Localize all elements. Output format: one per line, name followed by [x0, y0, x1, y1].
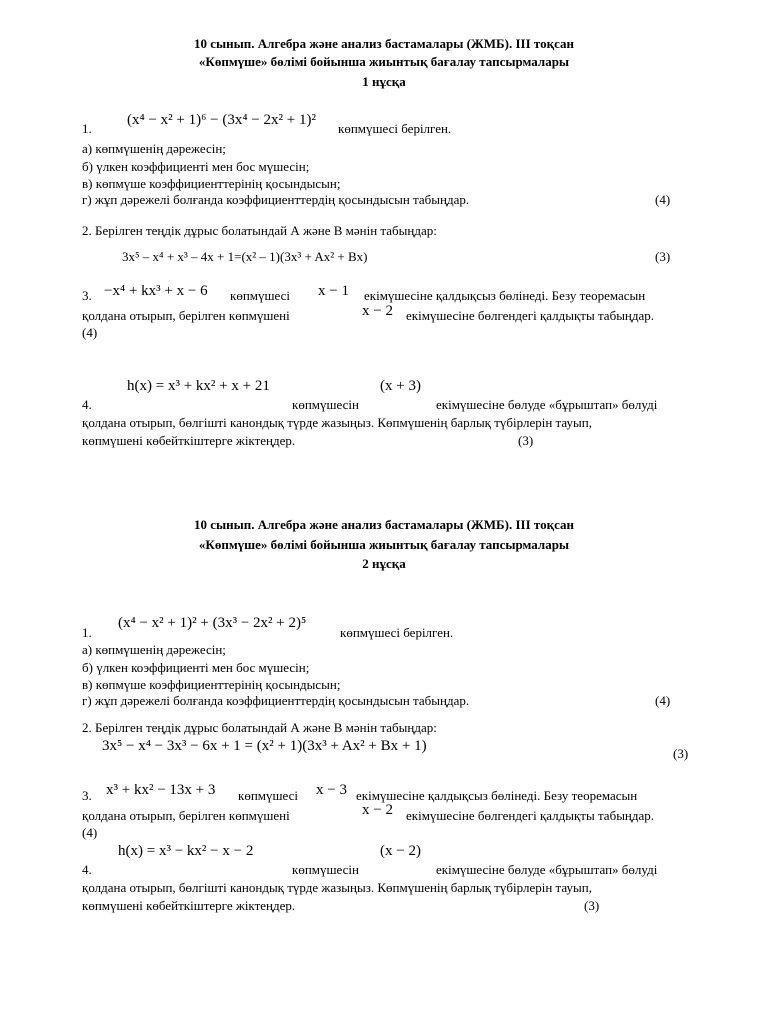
v1-q3-word2: екімүшесіне қалдықсыз бөлінеді. Безу теоремасын — [364, 288, 646, 303]
v1-q1-item-d: г) жұп дәрежелі болғанда коэффициенттердің қосындысын табыңдар. — [82, 192, 470, 207]
v2-q2-text: 2. Берілген теңдік дұрыс болатындай А және В мәнін табыңдар: — [82, 720, 437, 735]
v1-q1-tail: көпмүшесі берілген. — [338, 121, 452, 136]
v2-q4-word1: көпмүшесін — [292, 862, 359, 877]
v1-q1-formula: (x⁴ − x² + 1)⁶ − (3x⁴ − 2x² + 1)² — [127, 112, 316, 128]
v2-q1-item-a: а) көпмүшенің дәрежесін; — [82, 642, 226, 657]
v2-q3-word4: екімүшесіне бөлгендегі қалдықты табыңдар. — [406, 808, 655, 823]
v1-title-line2: «Көпмүше» бөлімі бойынша жиынтық бағалау тапсырмалары — [198, 54, 570, 69]
v1-q3-poly: −x⁴ + kx³ + x − 6 — [104, 283, 208, 299]
v1-q3-word4: екімүшесіне бөлгендегі қалдықты табыңдар. — [406, 308, 655, 323]
v2-q3-divisor1: x − 3 — [316, 782, 347, 798]
v2-q2-formula: 3x⁵ − x⁴ − 3x³ − 6x + 1 = (x² + 1)(3x³ + Ax² + Bx + 1) — [102, 738, 427, 754]
v2-q4-divisor: (x − 2) — [380, 843, 421, 859]
v1-q3-word3: қолдана отырып, берілген көпмүшені — [82, 308, 290, 323]
v1-title-line1: 10 сынып. Алгебра және анализ бастамалары (ЖМБ). III тоқсан — [193, 36, 575, 51]
v2-q3-divisor2: x − 2 — [362, 802, 393, 818]
v1-q2-text: 2. Берілген теңдік дұрыс болатындай А және В мәнін табыңдар: — [82, 223, 437, 238]
v2-title-line2: «Көпмүше» бөлімі бойынша жиынтық бағалау тапсырмалары — [198, 537, 570, 552]
v2-q4-formula: h(x) = x³ − kx² − x − 2 — [118, 843, 254, 859]
v2-title-line1: 10 сынып. Алгебра және анализ бастамалары (ЖМБ). III тоқсан — [193, 517, 575, 532]
v1-q4-divisor: (x + 3) — [380, 378, 421, 394]
v2-q4-score: (3) — [584, 898, 600, 913]
v2-q4-number: 4. — [82, 862, 92, 877]
v1-q4-line3: көпмүшені көбейткіштерге жіктеңдер. — [82, 433, 296, 448]
v2-q1-item-c: в) көпмүше коэффициенттерінің қосындысын; — [82, 677, 341, 692]
v1-q1-item-a: а) көпмүшенің дәрежесін; — [82, 141, 226, 156]
v2-q4-line3: көпмүшені көбейткіштерге жіктеңдер. — [82, 898, 296, 913]
v1-q4-word1: көпмүшесін — [292, 397, 359, 412]
v2-q1-item-d: г) жұп дәрежелі болғанда коэффициенттердің қосындысын табыңдар. — [82, 693, 470, 708]
v2-q3-score: (4) — [82, 825, 98, 840]
v1-q4-formula: h(x) = x³ + kx² + x + 21 — [127, 378, 270, 394]
v1-q1-score: (4) — [655, 192, 671, 207]
v2-q1-formula: (x⁴ − x² + 1)² + (3x³ − 2x² + 2)⁵ — [118, 615, 307, 631]
v2-q1-tail: көпмүшесі берілген. — [340, 625, 454, 640]
v2-q1-number: 1. — [82, 625, 92, 640]
v1-q1-item-b: б) үлкен коэффициенті мен бос мүшесін; — [82, 159, 310, 174]
v1-q3-score: (4) — [82, 325, 98, 340]
v1-title-line3: 1 нұсқа — [362, 74, 406, 89]
v1-q3-number: 3. — [82, 288, 92, 303]
v1-q4-number: 4. — [82, 397, 92, 412]
v1-q2-formula: 3x⁵ – x⁴ + x³ – 4x + 1=(x² – 1)(3x³ + Ax² + Bx) — [122, 249, 368, 264]
v1-q3-divisor2: x − 2 — [362, 303, 393, 319]
v1-q4-line2: қолдана отырып, бөлгішті канондық түрде жазыңыз. Көпмүшенің барлық түбірлерін тауып, — [82, 415, 592, 430]
v1-q1-number: 1. — [82, 121, 92, 136]
v2-q2-score: (3) — [673, 746, 689, 761]
v1-q3-word1: көпмүшесі — [230, 288, 290, 303]
v1-q4-word2: екімүшесіне бөлуде «бұрыштап» бөлуді — [436, 397, 658, 412]
v2-q3-word3: қолдана отырып, берілген көпмүшені — [82, 808, 290, 823]
v2-q3-word1: көпмүшесі — [238, 788, 298, 803]
v2-q4-line2: қолдана отырып, бөлгішті канондық түрде жазыңыз. Көпмүшенің барлық түбірлерін тауып, — [82, 880, 592, 895]
v2-q3-poly: x³ + kx² − 13x + 3 — [106, 782, 216, 798]
v1-q4-score: (3) — [518, 433, 534, 448]
v2-q1-item-b: б) үлкен коэффициенті мен бос мүшесін; — [82, 660, 310, 675]
v1-q1-item-c: в) көпмүше коэффициенттерінің қосындысын; — [82, 176, 341, 191]
v2-q3-number: 3. — [82, 788, 92, 803]
v2-title-line3: 2 нұсқа — [362, 556, 406, 571]
v2-q3-word2: екімүшесіне қалдықсыз бөлінеді. Безу теоремасын — [356, 788, 638, 803]
v1-q3-divisor1: x − 1 — [318, 283, 349, 299]
v2-q4-word2: екімүшесіне бөлуде «бұрыштап» бөлуді — [436, 862, 658, 877]
v2-q1-score: (4) — [655, 693, 671, 708]
v1-q2-score: (3) — [655, 249, 671, 264]
